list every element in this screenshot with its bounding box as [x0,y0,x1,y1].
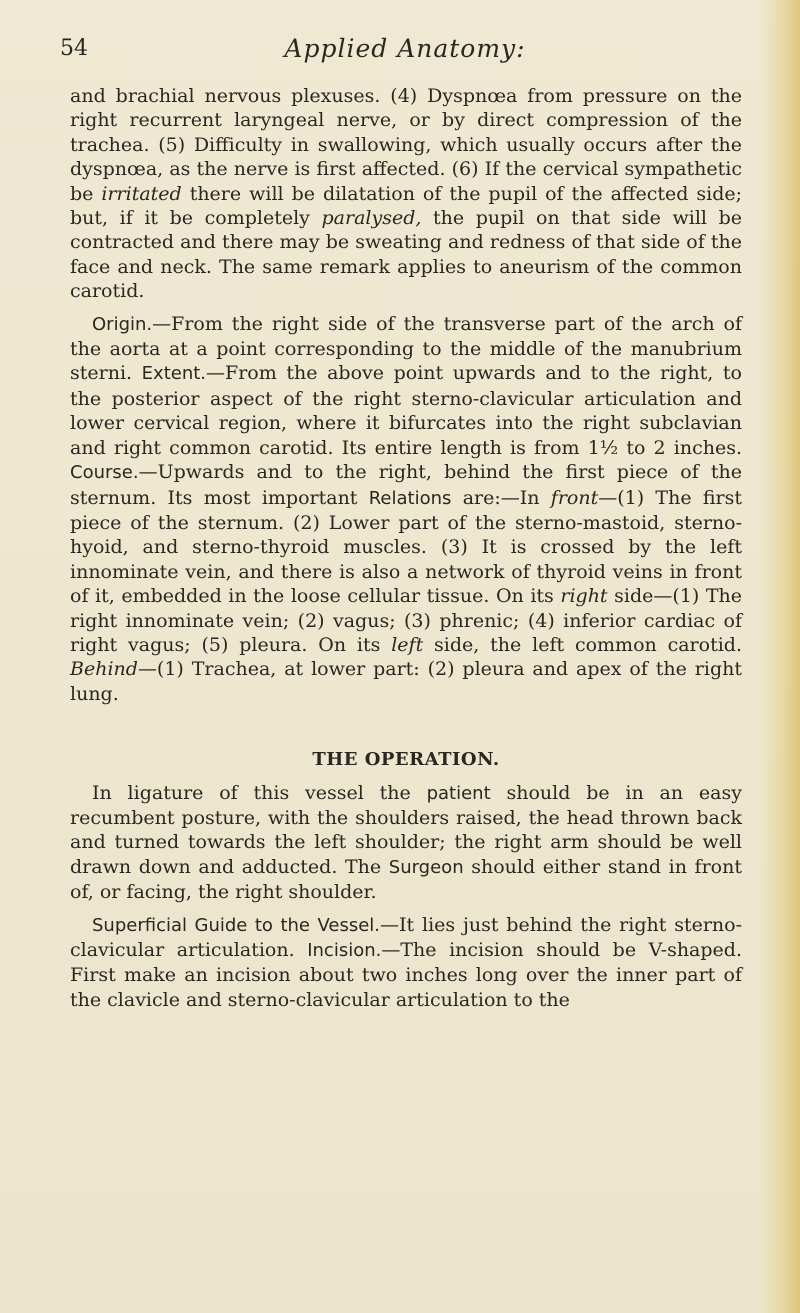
paragraph-text: the pupil on that side will be contracted and there may be sweating and redness of that side of the face and neck. The same remark applies to aneurism of the common carotid. [70,207,742,303]
italic-term: paralysed, [321,207,422,230]
paragraph-symptoms [70,84,742,304]
relations-label: Relations [368,487,452,509]
paragraph-text: —(1) The first piece of the sternum. (2) Lower part of the sterno-mastoid, sterno-hyoid, and sterno-thyroid muscles. (3) It is crossed by the left innominate vein, and there is also a network of thyroid veins in front of it, embedded in the loose cellular tissue. On its [70,486,742,608]
paragraph-text: —From the above point upwards and to the right, to the posterior aspect of the right sterno-clavicular articulation and lower cervical region, where it bifurcates into the right subclavian and right common carotid. Its entire length is from 1½ to 2 inches. [70,362,742,459]
paragraph-text: should either stand in front of, or facing, the right shoulder. [70,855,742,904]
paragraph-text: should be in an easy recumbent posture, with the shoulders raised, the head thrown back and turned towards the left shoulder; the right arm should be well drawn down and adducted. The [70,781,742,878]
italic-term: left [391,633,424,656]
italic-term: front [550,486,599,509]
extent-label: Extent. [141,363,207,385]
italic-term: irritated [101,182,182,205]
course-label: Course. [70,462,139,484]
guide-label: Superficial Guide to the Vessel. [92,914,381,936]
paragraph-text: —From the right side of the transverse part of the arch of the aorta at a point corresponding to the middle of the manubrium sterni. [70,312,742,385]
patient-term: patient [426,782,491,804]
paragraph-text: —It lies just behind the right sterno-clavicular articulation. [70,913,742,961]
running-title: Applied Anatomy: [284,34,526,63]
paragraph-origin [70,312,742,707]
paragraph-text: there will be dilatation of the pupil of the affected side; but, if it be completely [70,182,742,230]
section-title: THE OPERATION. [312,749,500,771]
paragraph-text: are:—In [451,486,551,509]
paragraph-text: and brachial nervous plexuses. (4) Dyspnœa from pressure on the right recurrent laryngeal nerve, or by direct compression of the trachea. (5) Difficulty in swallowing, which usually occurs after the dyspnœa, as the nerve is first affected. (6) If the cervical sympathetic be [70,85,742,205]
paragraph-text: —The incision should be V-shaped. First make an incision about two inches long over the inner part of the clavicle and sterno-clavicular articulation to the [70,939,742,1011]
page-number: 54 [60,36,88,61]
italic-term: Behind [70,658,138,681]
page-header [60,28,750,72]
paragraph-text: —(1) Trachea, at lower part: (2) pleura and apex of the right lung. [70,658,742,705]
paragraph-guide [70,913,742,1013]
paragraph-text: —Upwards and to the right, behind the first piece of the sternum. Its most important [70,461,742,509]
paragraph-text: In ligature of this vessel the [92,781,427,804]
incision-label: Incision. [307,940,382,961]
page-text [70,84,742,1012]
italic-term: right [560,585,608,608]
paragraph-operation [70,781,742,905]
paragraph-text: side—(1) The right innominate vein; (2) vagus; (3) phrenic; (4) inferior cardiac of right vagus; (5) pleura. On its [70,585,742,656]
paragraph-text: side, the left common carotid. [423,633,742,656]
surgeon-term: Surgeon [388,856,464,878]
origin-label: Origin. [92,313,153,335]
